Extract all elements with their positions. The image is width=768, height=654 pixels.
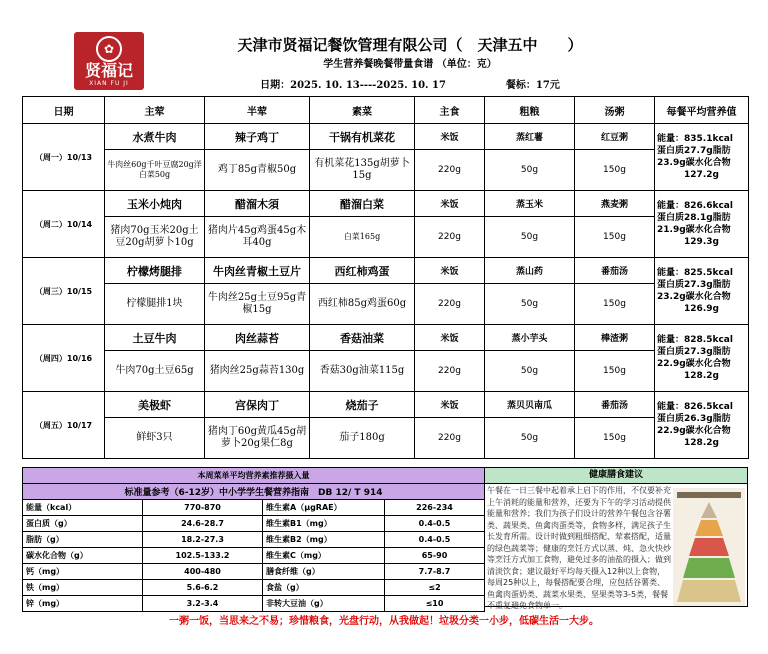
nutrition-value: 能量：826.5kcal 蛋白质26.3g脂肪 22.9g碳水化合物 128.2g [655, 392, 749, 459]
grain-amount: 50g [485, 150, 575, 191]
table-row [23, 392, 749, 418]
nutrient-value: 400-480 [143, 564, 263, 580]
day-date: （周四）10/16 [23, 325, 105, 392]
main-dish: 美极虾 [105, 392, 205, 418]
meal-fee: 餐标：17元 [505, 80, 560, 91]
logo-brand-cn: 贤福记 [84, 61, 133, 80]
standard-subtitle-row [23, 484, 485, 500]
nutrient-label: 能量（kcal） [23, 500, 143, 516]
col-veg: 素菜 [310, 97, 415, 124]
soup-amount: 150g [575, 418, 655, 459]
company-logo [74, 32, 144, 90]
date-fee-line [150, 76, 670, 91]
nutrient-value: 3.2-3.4 [143, 596, 263, 612]
half-dish: 牛肉丝青椒土豆片 [205, 258, 310, 284]
half-dish: 肉丝蒜苔 [205, 325, 310, 351]
table-row [23, 124, 749, 150]
nutrient-value: 770-870 [143, 500, 263, 516]
nutrient-label: 锌（mg） [23, 596, 143, 612]
grain-name: 蒸玉米 [485, 191, 575, 217]
main-detail: 猪肉70g玉米20g土豆20g胡萝卜10g [105, 217, 205, 258]
logo-brand-en: XIAN FU JI [89, 80, 129, 87]
staple-amount: 220g [415, 284, 485, 325]
nutrient-value: 0.4-0.5 [385, 532, 485, 548]
veg-dish: 干锅有机菜花 [310, 124, 415, 150]
company-title: 天津市贤福记餐饮管理有限公司（ 天津五中 ） [237, 36, 583, 54]
nutrient-value: 18.2-27.3 [143, 532, 263, 548]
soup-amount: 150g [575, 150, 655, 191]
soup-name: 番茄汤 [575, 392, 655, 418]
col-nutrition: 每餐平均营养值 [655, 97, 749, 124]
table-row [23, 418, 749, 459]
veg-dish: 醋溜白菜 [310, 191, 415, 217]
nutrient-value: 0.4-0.5 [385, 516, 485, 532]
table-row [23, 150, 749, 191]
grain-amount: 50g [485, 284, 575, 325]
seal-icon: ✿ [96, 36, 122, 62]
table-row [23, 548, 485, 564]
nutrient-value: 24.6-28.7 [143, 516, 263, 532]
nutrient-standard-table [22, 467, 485, 612]
menu-subtitle: 学生营养餐晚餐带量食谱 （单位：克） [323, 59, 497, 70]
half-detail: 猪肉丝25g蒜苔130g [205, 351, 310, 392]
footer-slogan: 一粥一饭，当思来之不易；珍惜粮食，光盘行动，从我做起！垃圾分类一小步，低碳生活一大步。 [169, 616, 599, 627]
table-row [23, 580, 485, 596]
soup-amount: 150g [575, 217, 655, 258]
half-detail: 牛肉丝25g土豆95g青椒15g [205, 284, 310, 325]
grain-name: 蒸山药 [485, 258, 575, 284]
veg-detail: 有机菜花135g胡萝卜15g [310, 150, 415, 191]
nutrient-value: 65-90 [385, 548, 485, 564]
staple-name: 米饭 [415, 191, 485, 217]
soup-name: 番茄汤 [575, 258, 655, 284]
grain-name: 蒸小芋头 [485, 325, 575, 351]
staple-amount: 220g [415, 351, 485, 392]
main-detail: 柠檬腿排1块 [105, 284, 205, 325]
header-row [23, 97, 749, 124]
date-range: 日期：2025. 10. 13----2025. 10. 17 [260, 80, 446, 91]
col-main: 主荤 [105, 97, 205, 124]
bottom-section [22, 467, 748, 610]
nutrient-label: 维生素A（μgRAE） [263, 500, 385, 516]
col-soup: 汤粥 [575, 97, 655, 124]
table-row [23, 500, 485, 516]
grain-amount: 50g [485, 351, 575, 392]
nutrition-value: 能量：825.5kcal 蛋白质27.3g脂肪 23.2g碳水化合物 126.9g [655, 258, 749, 325]
veg-dish: 香菇油菜 [310, 325, 415, 351]
staple-amount: 220g [415, 418, 485, 459]
table-row [23, 564, 485, 580]
half-dish: 辣子鸡丁 [205, 124, 310, 150]
veg-dish: 西红柿鸡蛋 [310, 258, 415, 284]
day-date: （周一）10/13 [23, 124, 105, 191]
standard-title-row [23, 468, 485, 484]
staple-name: 米饭 [415, 392, 485, 418]
nutrition-value: 能量：828.5kcal 蛋白质27.3g脂肪 22.9g碳水化合物 128.2g [655, 325, 749, 392]
table-row [23, 191, 749, 217]
col-staple: 主食 [415, 97, 485, 124]
table-row [23, 325, 749, 351]
grain-name: 蒸贝贝南瓜 [485, 392, 575, 418]
col-date: 日期 [23, 97, 105, 124]
nutrient-label: 非转大豆油（g） [263, 596, 385, 612]
soup-name: 红豆粥 [575, 124, 655, 150]
grain-amount: 50g [485, 217, 575, 258]
veg-detail: 西红柿85g鸡蛋60g [310, 284, 415, 325]
nutrient-value: ≤2 [385, 580, 485, 596]
table-row [23, 532, 485, 548]
half-dish: 醋溜木須 [205, 191, 310, 217]
main-dish: 柠檬烤腿排 [105, 258, 205, 284]
nutrition-value: 能量：826.6kcal 蛋白质28.1g脂肪 21.9g碳水化合物 129.3g [655, 191, 749, 258]
grain-name: 蒸红薯 [485, 124, 575, 150]
staple-name: 米饭 [415, 258, 485, 284]
half-detail: 猪肉片45g鸡蛋45g木耳40g [205, 217, 310, 258]
day-date: （周五）10/17 [23, 392, 105, 459]
veg-detail: 香菇30g油菜115g [310, 351, 415, 392]
main-detail: 鲜虾3只 [105, 418, 205, 459]
staple-name: 米饭 [415, 124, 485, 150]
table-row [23, 596, 485, 612]
nutrient-label: 碳水化合物（g） [23, 548, 143, 564]
weekly-menu-table [22, 96, 749, 459]
nutrient-value: 7.7-8.7 [385, 564, 485, 580]
table-row [23, 217, 749, 258]
half-dish: 宫保肉丁 [205, 392, 310, 418]
col-grain: 粗粮 [485, 97, 575, 124]
main-dish: 玉米小炖肉 [105, 191, 205, 217]
grain-amount: 50g [485, 418, 575, 459]
staple-amount: 220g [415, 150, 485, 191]
table-row [23, 284, 749, 325]
half-detail: 鸡丁85g青椒50g [205, 150, 310, 191]
diet-advice-panel [484, 467, 748, 610]
col-half: 半荤 [205, 97, 310, 124]
soup-name: 棒渣粥 [575, 325, 655, 351]
food-pyramid-icon [673, 488, 745, 606]
nutrient-label: 维生素B1（mg） [263, 516, 385, 532]
veg-dish: 烧茄子 [310, 392, 415, 418]
table-row [23, 516, 485, 532]
nutrient-label: 铁（mg） [23, 580, 143, 596]
nutrient-label: 食盐（g） [263, 580, 385, 596]
advice-title: 健康膳食建议 [485, 468, 747, 484]
nutrient-value: 102.5-133.2 [143, 548, 263, 564]
standard-subtitle: 标准量参考（6-12岁）中小学学生餐营养指南 DB 12/ T 914 [23, 484, 485, 500]
nutrient-value: ≤10 [385, 596, 485, 612]
nutrient-label: 维生素C（mg） [263, 548, 385, 564]
soup-amount: 150g [575, 284, 655, 325]
nutrient-label: 维生素B2（mg） [263, 532, 385, 548]
table-row [23, 351, 749, 392]
staple-amount: 220g [415, 217, 485, 258]
veg-detail: 白菜165g [310, 217, 415, 258]
table-row [23, 258, 749, 284]
nutrient-value: 5.6-6.2 [143, 580, 263, 596]
day-date: （周三）10/15 [23, 258, 105, 325]
main-detail: 牛肉丝60g千叶豆腐20g洋白菜50g [105, 150, 205, 191]
soup-name: 燕麦粥 [575, 191, 655, 217]
nutrition-value: 能量：835.1kcal 蛋白质27.7g脂肪 23.9g碳水化合物 127.2g [655, 124, 749, 191]
nutrient-label: 钙（mg） [23, 564, 143, 580]
nutrient-label: 蛋白质（g） [23, 516, 143, 532]
staple-name: 米饭 [415, 325, 485, 351]
main-detail: 牛肉70g土豆65g [105, 351, 205, 392]
nutrient-label: 膳食纤维（g） [263, 564, 385, 580]
main-dish: 水煮牛肉 [105, 124, 205, 150]
advice-text: 午餐在一日三餐中起着承上启下的作用，不仅要补充上午消耗的能量和营养，还要为下午的学习活动提供能量和营养；我们为孩子们设计的营养午餐包含谷薯类、蔬果类、鱼禽肉蛋类等，食物多样，满足孩子生长发育所需。设计时做到粗细搭配、荤素搭配，适量的绿色蔬菜等；健康的烹饪方式以蒸、炖、急火快炒等烹饪方式加工食物，避免过多的油盐的摄入；做到清淡饮食；建议最好平均每天摄入12种以上食物，每周25种以上，每餐搭配要合理，应包括谷薯类、鱼禽肉蛋奶类、蔬菜水果类、坚果类等3-5类，餐餐不重复避免食物单一。 [487, 486, 671, 610]
main-dish: 土豆牛肉 [105, 325, 205, 351]
standard-title: 本周菜单平均营养素推荐摄入量 [23, 468, 485, 484]
nutrient-value: 226-234 [385, 500, 485, 516]
half-detail: 猪肉丁60g黄瓜45g胡萝卜20g果仁8g [205, 418, 310, 459]
nutrient-label: 脂肪（g） [23, 532, 143, 548]
soup-amount: 150g [575, 351, 655, 392]
day-date: （周二）10/14 [23, 191, 105, 258]
veg-detail: 茄子180g [310, 418, 415, 459]
